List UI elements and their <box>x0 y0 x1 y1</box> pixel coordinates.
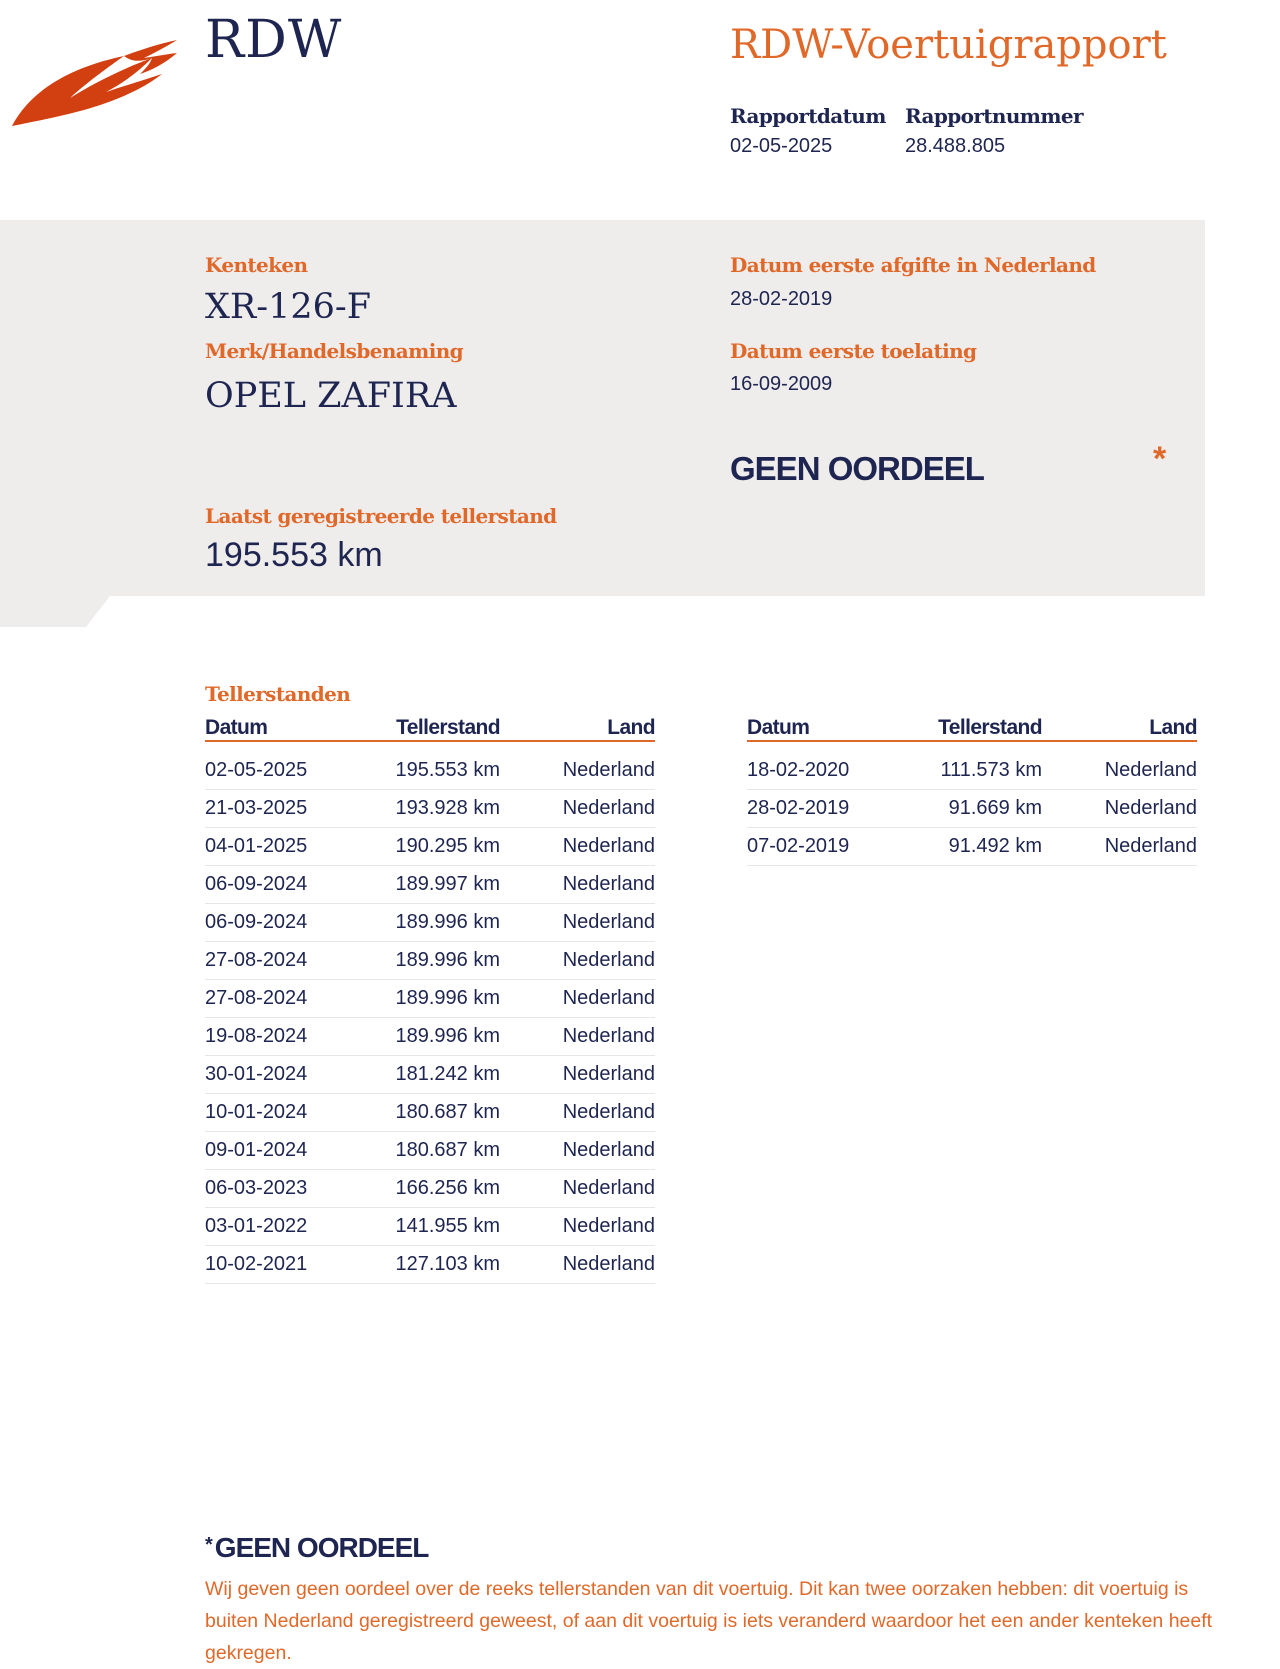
table-row: 03-01-2022 141.955 km Nederland <box>205 1208 655 1246</box>
make-model: OPEL ZAFIRA <box>205 376 457 416</box>
col-date-header: Datum <box>205 710 365 741</box>
table-row: 28-02-2019 91.669 km Nederland <box>747 790 1197 828</box>
summary-panel <box>0 220 1205 627</box>
table-row: 18-02-2020 111.573 km Nederland <box>747 752 1197 790</box>
footnote-marker: * <box>205 1534 212 1556</box>
table-row: 06-09-2024 189.997 km Nederland <box>205 866 655 904</box>
table-row: 10-01-2024 180.687 km Nederland <box>205 1094 655 1132</box>
report-number: 28.488.805 <box>905 135 1006 157</box>
footnote-text: Wij geven geen oordeel over de reeks tellerstanden van dit voertuig. Dit kan twee oorzaken hebben: dit voertuig is buiten Nederland geregistreerd geweest, of aan dit voertuig is iets veranderd waardoor het een ander kenteken heeft gekregen. <box>205 1578 1213 1664</box>
first-registration-nl-label: Datum eerste afgifte in Nederland <box>730 253 1096 277</box>
last-odometer-label: Laatst geregistreerde tellerstand <box>205 504 557 528</box>
report-number-label: Rapportnummer <box>905 104 1083 128</box>
col-odometer-header: Tellerstand <box>907 710 1042 741</box>
brand-name: RDW <box>205 10 343 70</box>
table-row: 19-08-2024 189.996 km Nederland <box>205 1018 655 1056</box>
verdict-footnote-marker: * <box>1153 440 1167 478</box>
odometer-section-title: Tellerstanden <box>205 682 351 706</box>
table-row: 27-08-2024 189.996 km Nederland <box>205 980 655 1018</box>
report-date-label: Rapportdatum <box>730 104 886 128</box>
table-row: 07-02-2019 91.492 km Nederland <box>747 828 1197 866</box>
table-row: 06-09-2024 189.996 km Nederland <box>205 904 655 942</box>
report-title: RDW-Voertuigrapport <box>730 22 1167 68</box>
footnote-title-text: GEEN OORDEEL <box>214 1532 429 1563</box>
table-row: 06-03-2023 166.256 km Nederland <box>205 1170 655 1208</box>
first-registration-nl: 28-02-2019 <box>730 288 833 310</box>
last-odometer: 195.553 km <box>205 536 383 574</box>
plate-label: Kenteken <box>205 253 308 277</box>
table-row: 30-01-2024 181.242 km Nederland <box>205 1056 655 1094</box>
odometer-table-left <box>205 710 655 1284</box>
col-date-header: Datum <box>747 710 907 741</box>
footnote-title <box>205 1532 428 1564</box>
table-row: 10-02-2021 127.103 km Nederland <box>205 1246 655 1284</box>
verdict: GEEN OORDEEL <box>730 450 984 487</box>
col-country-header: Land <box>1042 710 1197 741</box>
first-admission-label: Datum eerste toelating <box>730 339 977 363</box>
odometer-table-right <box>747 710 1197 866</box>
first-admission: 16-09-2009 <box>730 373 833 395</box>
rdw-logo-icon <box>12 40 177 130</box>
table-row: 21-03-2025 193.928 km Nederland <box>205 790 655 828</box>
make-label: Merk/Handelsbenaming <box>205 339 464 363</box>
table-row: 02-05-2025 195.553 km Nederland <box>205 752 655 790</box>
table-row: 09-01-2024 180.687 km Nederland <box>205 1132 655 1170</box>
col-country-header: Land <box>500 710 655 741</box>
report-date: 02-05-2025 <box>730 135 833 157</box>
col-odometer-header: Tellerstand <box>365 710 500 741</box>
license-plate: XR-126-F <box>205 287 372 327</box>
table-row: 27-08-2024 189.996 km Nederland <box>205 942 655 980</box>
table-row: 04-01-2025 190.295 km Nederland <box>205 828 655 866</box>
